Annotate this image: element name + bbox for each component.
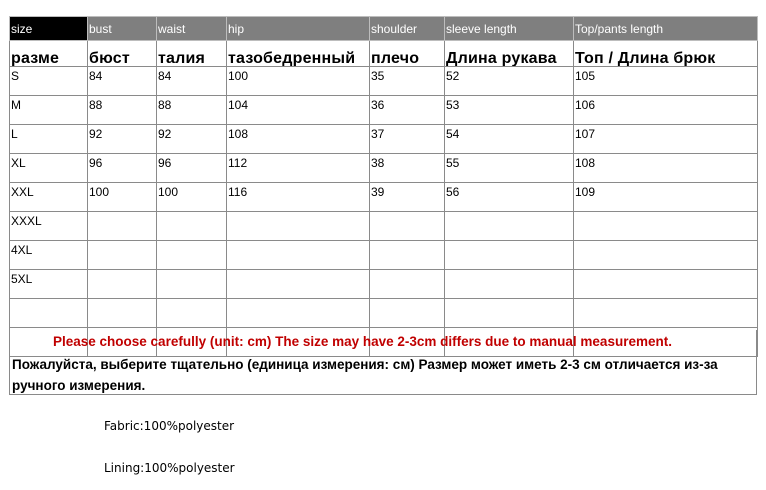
header-cell: Top/pants length: [574, 17, 758, 41]
table-cell: 38: [370, 154, 445, 183]
table-cell: [445, 299, 574, 328]
table-cell: 4XL: [10, 241, 88, 270]
table-cell: 55: [445, 154, 574, 183]
table-cell: 88: [157, 96, 227, 125]
measurement-note-english: Please choose carefully (unit: cm) The size may have 2-3cm differs due to manual measurement.: [53, 334, 672, 349]
header-row-russian: [10, 41, 758, 67]
lining-text: Lining:100%polyester: [104, 461, 235, 475]
table-cell: S: [10, 67, 88, 96]
table-cell: [574, 270, 758, 299]
table-cell: 88: [88, 96, 157, 125]
table-cell: [157, 241, 227, 270]
header-cell-ru: разме: [10, 41, 88, 67]
table-cell: [370, 212, 445, 241]
table-row: [10, 154, 758, 183]
header-cell: waist: [157, 17, 227, 41]
table-cell: 100: [88, 183, 157, 212]
measurement-note-russian: Пожалуйста, выберите тщательно (единица измерения: см) Размер может иметь 2-3 см отличается из-за ручного измерения.: [12, 357, 718, 393]
table-cell: 54: [445, 125, 574, 154]
table-cell: 100: [227, 67, 370, 96]
table-cell: 84: [88, 67, 157, 96]
table-row: [10, 183, 758, 212]
table-cell: 84: [157, 67, 227, 96]
header-cell: shoulder: [370, 17, 445, 41]
table-cell: XXL: [10, 183, 88, 212]
table-cell: [445, 212, 574, 241]
table-cell: [574, 241, 758, 270]
table-row: [10, 96, 758, 125]
table-cell: 52: [445, 67, 574, 96]
header-row-english: [10, 17, 758, 41]
table-cell: [227, 241, 370, 270]
table-cell: 108: [227, 125, 370, 154]
table-cell: 109: [574, 183, 758, 212]
table-cell: 92: [88, 125, 157, 154]
table-row: [10, 241, 758, 270]
table-cell: [574, 299, 758, 328]
table-row: [10, 212, 758, 241]
size-chart-table: [9, 16, 758, 357]
header-cell-ru: плечо: [370, 41, 445, 67]
table-cell: 35: [370, 67, 445, 96]
table-cell: 107: [574, 125, 758, 154]
table-cell: [370, 299, 445, 328]
table-cell: [370, 270, 445, 299]
table-cell: [445, 241, 574, 270]
table-cell: 116: [227, 183, 370, 212]
table-cell: [227, 270, 370, 299]
table-row: [10, 270, 758, 299]
table-cell: 37: [370, 125, 445, 154]
note-box: [9, 330, 757, 395]
header-cell: sleeve length: [445, 17, 574, 41]
table-cell: [88, 270, 157, 299]
table-cell: XL: [10, 154, 88, 183]
table-cell: [445, 270, 574, 299]
table-cell: [227, 299, 370, 328]
header-cell-ru: бюст: [88, 41, 157, 67]
header-cell-ru: Длина рукава: [445, 41, 574, 67]
table-cell: 105: [574, 67, 758, 96]
table-cell: [88, 212, 157, 241]
table-cell: 104: [227, 96, 370, 125]
table-cell: 96: [88, 154, 157, 183]
table-cell: 53: [445, 96, 574, 125]
table-cell: 112: [227, 154, 370, 183]
table-row: [10, 125, 758, 154]
table-cell: 39: [370, 183, 445, 212]
header-cell: hip: [227, 17, 370, 41]
header-cell-ru: тазобедренный: [227, 41, 370, 67]
table-cell: [88, 241, 157, 270]
table-cell: 5XL: [10, 270, 88, 299]
table-cell: [157, 212, 227, 241]
table-cell: [10, 299, 88, 328]
table-cell: [227, 212, 370, 241]
table-cell: M: [10, 96, 88, 125]
fabric-text: Fabric:100%polyester: [104, 419, 235, 433]
table-cell: [370, 241, 445, 270]
header-cell-ru: талия: [157, 41, 227, 67]
table-cell: 108: [574, 154, 758, 183]
table-cell: [88, 299, 157, 328]
table-cell: 36: [370, 96, 445, 125]
table-row: [10, 67, 758, 96]
table-cell: 92: [157, 125, 227, 154]
table-cell: [574, 212, 758, 241]
table-cell: 56: [445, 183, 574, 212]
table-cell: L: [10, 125, 88, 154]
table-row: [10, 299, 758, 328]
table-cell: 100: [157, 183, 227, 212]
table-cell: [157, 299, 227, 328]
size-rows: [10, 67, 758, 357]
header-cell: bust: [88, 17, 157, 41]
table-cell: [157, 270, 227, 299]
table-cell: 96: [157, 154, 227, 183]
header-cell-ru: Топ / Длина брюк: [574, 41, 758, 67]
header-cell: size: [10, 17, 88, 41]
table-cell: XXXL: [10, 212, 88, 241]
table-cell: 106: [574, 96, 758, 125]
